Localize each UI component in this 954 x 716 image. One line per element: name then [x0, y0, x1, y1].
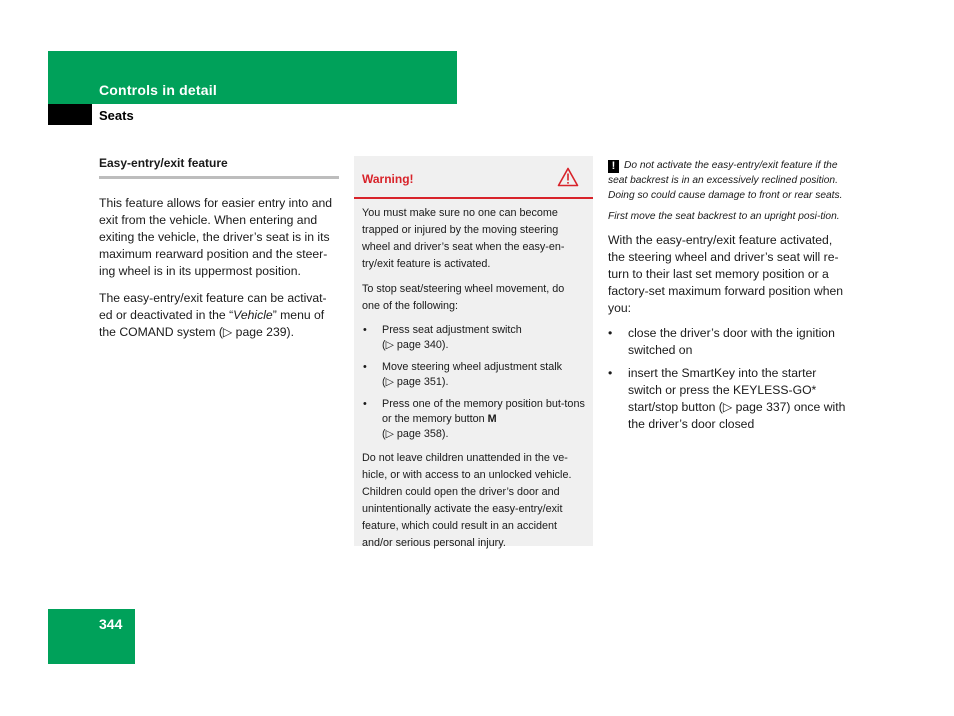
intro-paragraph: This feature allows for easier entry into and exit from the vehicle. When entering and exiting the vehicle, the driver’s seat is in its maximum rearward position and the steer-ing wheel is in its uppermost position.	[99, 196, 333, 278]
right-column	[608, 158, 852, 439]
warning-box	[354, 156, 593, 549]
page-number-box	[48, 609, 135, 664]
feature-paragraph: With the easy-entry/exit feature activated, the steering wheel and driver’s seat will re-turn to their last set memory position or a factory-set maximum forward position when you:	[608, 233, 844, 315]
activation-text-end: ” menu of the COMAND system (▷ page 239).	[99, 308, 325, 339]
section-label: Seats	[99, 108, 134, 123]
section-tab-marker	[48, 104, 92, 125]
condition-item: • insert the SmartKey into the starter switch or press the KEYLESS-GO* start/stop button (▷ page 337) once with the driver’s door closed	[608, 365, 852, 433]
warning-paragraph-1: You must make sure no one can become trapped or injured by the moving steering wheel and driver’s seat when the easy-en-try/exit feature is activated.	[362, 207, 565, 270]
page-ref: (▷ page 351).	[382, 376, 449, 388]
page-number: 344	[99, 616, 123, 632]
activation-text-start: The easy-entry/exit feature can be activat-ed or deactivated in the “	[99, 291, 327, 322]
memory-button-label: M	[487, 413, 497, 425]
menu-name: Vehicle	[233, 308, 273, 322]
condition-list	[608, 325, 852, 433]
condition-item: • close the driver’s door with the ignition switched on	[608, 325, 852, 359]
page-ref: (▷ page 358).	[382, 428, 449, 440]
item-text: Move steering wheel adjustment stalk	[382, 361, 563, 373]
activation-paragraph	[99, 290, 339, 341]
item-text: Press one of the memory position but-tons or the memory button	[382, 398, 585, 425]
section-heading: Easy-entry/exit feature	[99, 156, 339, 179]
warning-paragraph-2: To stop seat/steering wheel movement, do one of the following:	[362, 283, 565, 312]
warning-list-item	[362, 323, 585, 353]
caution-text: Do not activate the easy-entry/exit feature if the seat backrest is in an excessively reclined position. Doing so could cause damage to front or rear seats.	[608, 160, 843, 201]
header-bar	[48, 51, 457, 104]
warning-header	[354, 156, 593, 199]
exclamation-icon: !	[608, 160, 619, 173]
page-ref: (▷ page 340).	[382, 339, 449, 351]
warning-paragraph-3: Do not leave children unattended in the ve-hicle, or with access to an unlocked vehicle. Children could open the driver’s door and unintentionally activate the easy-entry/exit feature, which could result in an accident and/or serious personal injury.	[362, 452, 572, 549]
header-title: Controls in detail	[99, 82, 217, 98]
left-column	[99, 156, 339, 341]
warning-list	[362, 323, 585, 442]
warning-title: Warning!	[362, 172, 414, 186]
warning-triangle-icon	[557, 167, 579, 187]
caution-followup: First move the seat backrest to an upright posi-tion.	[608, 211, 840, 222]
warning-list-item	[362, 360, 585, 390]
caution-note	[608, 158, 852, 203]
warning-body	[354, 199, 593, 552]
item-text: Press seat adjustment switch	[382, 324, 522, 336]
warning-list-item	[362, 397, 585, 442]
